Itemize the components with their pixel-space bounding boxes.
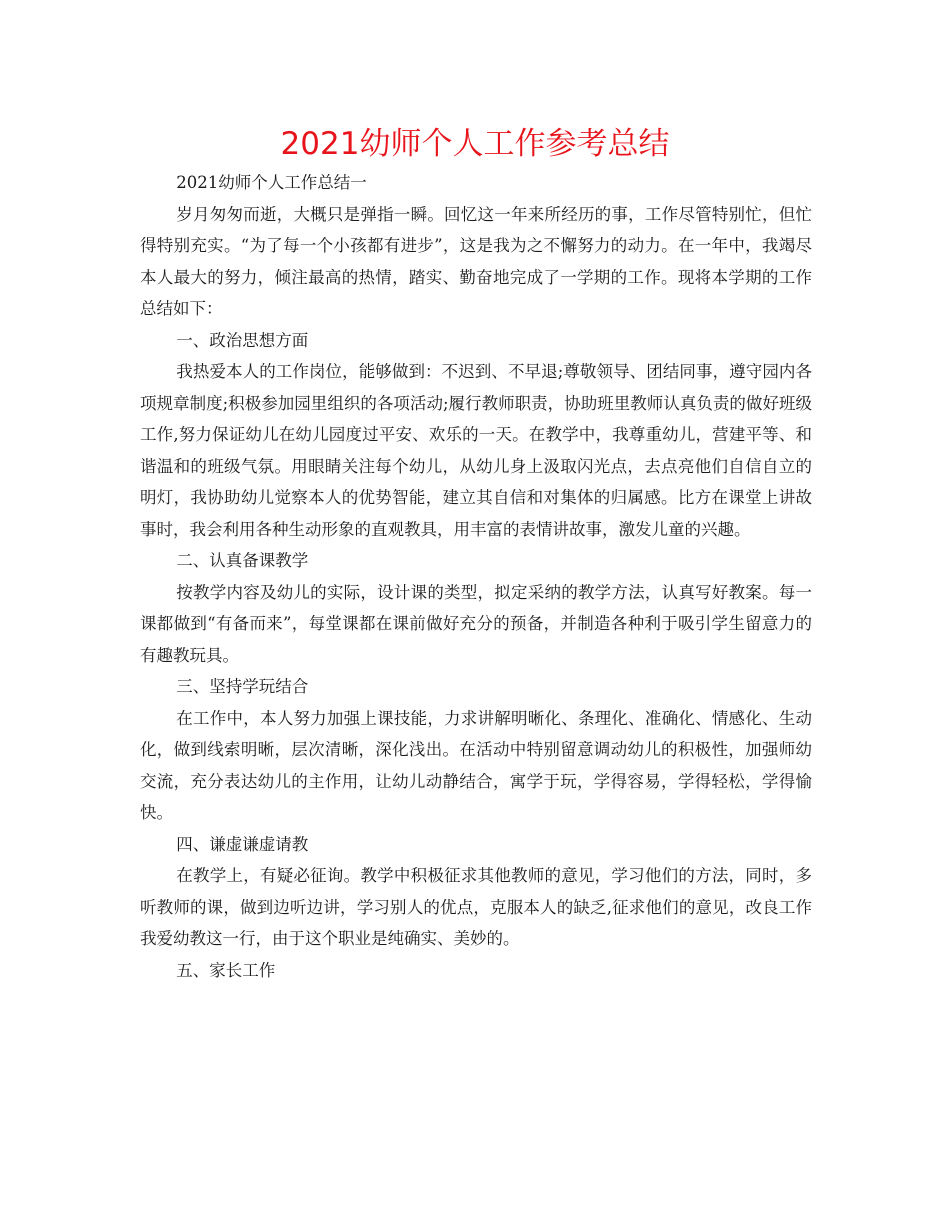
body-paragraph: 在教学上，有疑必征询。教学中积极征求其他教师的意见，学习他们的方法，同时，多听教师的课，做到边听边讲，学习别人的优点，克服本人的缺乏,征求他们的意见，改良工作我爱幼教这一行，由于这个职业是纯确实、美妙的。 (140, 866, 812, 948)
document-body (140, 167, 812, 986)
section-heading-learn-play: 三、坚持学玩结合 (176, 677, 309, 696)
section-heading-parents: 五、家长工作 (176, 960, 276, 980)
body-paragraph: 按教学内容及幼儿的实际，设计课的类型，拟定采纳的教学方法，认真写好教案。每一课都做到“有备而来”，每堂课都在课前做好充分的预备，并制造各种利于吸引学生留意力的有趣教玩具。 (140, 582, 812, 665)
document-title: 2021幼师个人工作参考总结 (280, 126, 670, 162)
document-subtitle: 2021幼师个人工作总结一 (176, 173, 367, 192)
section-heading-modesty: 四、谦虚谦虚请教 (176, 834, 309, 854)
body-paragraph: 我热爱本人的工作岗位，能够做到：不迟到、不早退;尊敬领导、团结同事，遵守园内各项规章制度;积极参加园里组织的各项活动;履行教师职责，协助班里教师认真负责的做好班级工作,努力保证幼儿在幼儿园度过平安、欢乐的一天。在教学中，我尊重幼儿，营建平等、和谐温和的班级气氛。用眼睛关注每个幼儿，从幼儿身上汲取闪光点，去点亮他们自信自立的明灯，我协助幼儿觉察本人的优势智能，建立其自信和对集体的归属感。比方在课堂上讲故事时，我会利用各种生动形象的直观教具，用丰富的表情讲故事，激发儿童的兴趣。 (140, 362, 812, 539)
body-paragraph: 岁月匆匆而逝，大概只是弹指一瞬。回忆这一年来所经历的事，工作尽管特别忙，但忙得特别充实。“为了每一个小孩都有进步”，这是我为之不懈努力的动力。在一年中，我竭尽本人最大的努力，倾注最高的热情，踏实、勤奋地完成了一学期的工作。现将本学期的工作总结如下： (140, 204, 812, 318)
section-heading-lesson-prep: 二、认真备课教学 (176, 551, 309, 570)
section-heading-politics: 一、政治思想方面 (176, 330, 309, 350)
body-paragraph: 在工作中，本人努力加强上课技能，力求讲解明晰化、条理化、准确化、情感化、生动化，做到线索明晰，层次清晰，深化浅出。在活动中特别留意调动幼儿的积极性，加强师幼交流，充分表达幼儿的主作用，让幼儿动静结合，寓学于玩，学得容易，学得轻松，学得愉快。 (140, 708, 812, 822)
